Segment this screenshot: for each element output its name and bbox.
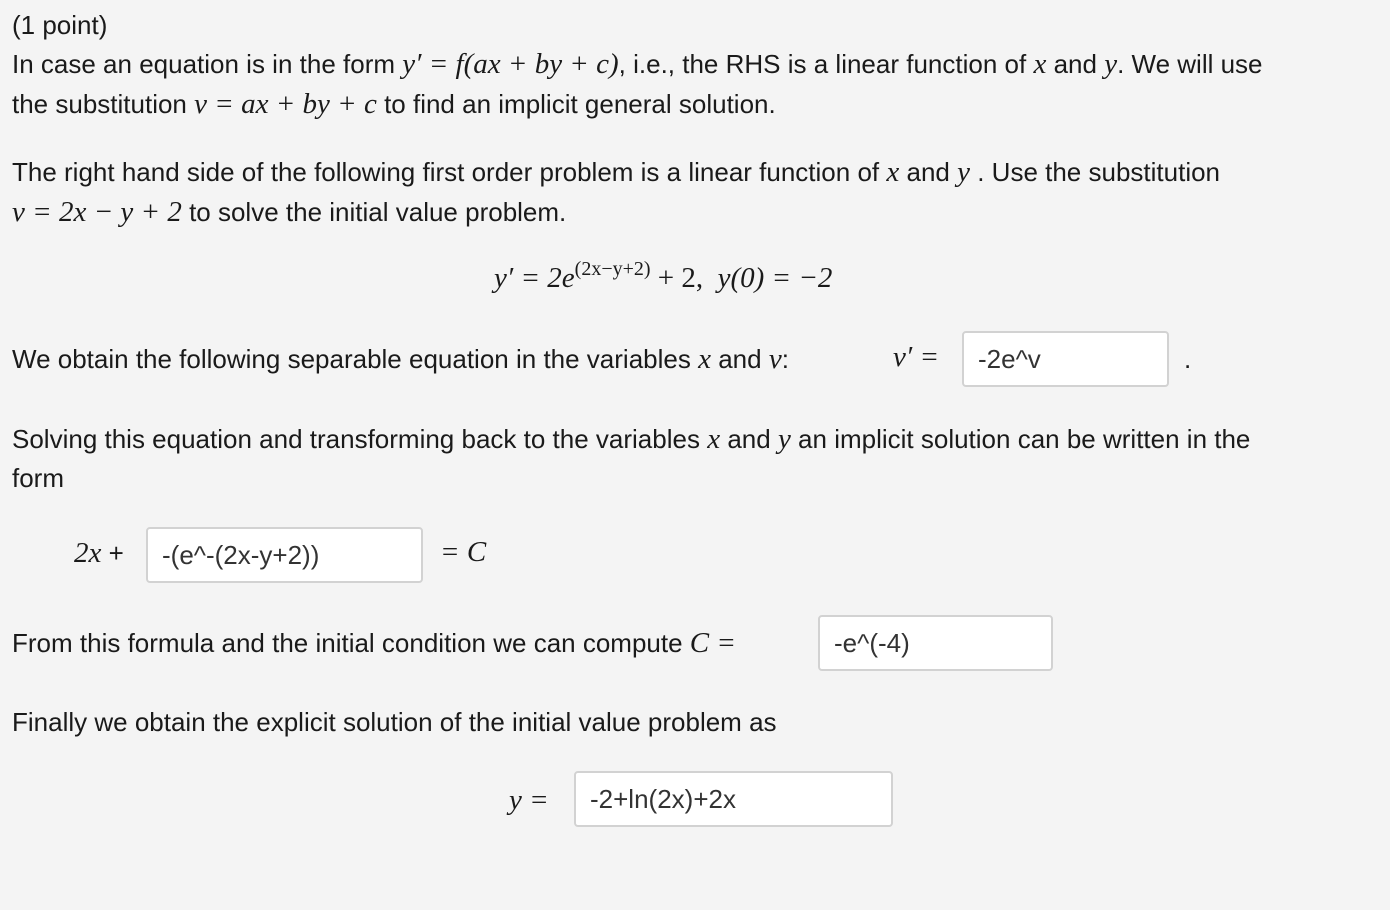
task-text-1: The right hand side of the following first order problem is a linear function of <box>12 157 880 187</box>
separable-period: . <box>1184 344 1192 374</box>
implicit-var-x: x <box>707 423 721 455</box>
explicit-line: Finally we obtain the explicit solution of the initial value problem as <box>12 707 777 737</box>
constant-text: From this formula and the initial condition we can compute <box>12 628 683 658</box>
separable-lhs: v′ = <box>893 341 940 373</box>
separable-text: We obtain the following separable equation in the variables <box>12 344 691 374</box>
explicit-answer-input[interactable]: -2+ln(2x)+2x <box>574 771 893 827</box>
implicit-equals-c: = C <box>440 536 487 568</box>
intro-substitution: v = ax + by + c <box>194 88 377 120</box>
ivp-initial-condition: y(0) = −2 <box>717 262 833 294</box>
implicit-text-2: an implicit solution can be written in the <box>798 424 1251 454</box>
implicit-line-1 <box>12 425 1250 454</box>
separable-and: and <box>718 344 762 374</box>
intro-line-1 <box>12 50 1263 79</box>
implicit-prefix-math: 2x <box>74 537 102 569</box>
separable-var-x: x <box>698 343 711 375</box>
implicit-plus: + <box>108 538 124 568</box>
intro-var-x: x <box>1033 48 1047 80</box>
intro-and: and <box>1053 49 1097 79</box>
explicit-lhs: y = <box>509 784 549 816</box>
separable-var-v: v <box>768 343 782 375</box>
ivp-equation <box>494 258 833 294</box>
implicit-and: and <box>727 424 771 454</box>
task-text-2: . Use the substitution <box>977 157 1221 187</box>
intro-var-y: y <box>1104 48 1118 80</box>
separable-line <box>12 345 789 374</box>
intro-line-2 <box>12 90 776 119</box>
intro-text-5: to find an implicit general solution. <box>384 89 776 119</box>
task-var-x: x <box>886 156 900 188</box>
constant-c-label: C = <box>689 627 736 659</box>
intro-equation-form: y′ = f(ax + by + c) <box>402 48 619 80</box>
task-line-2 <box>12 198 566 227</box>
constant-answer-input[interactable]: -e^(-4) <box>818 615 1053 671</box>
implicit-line-2: form <box>12 463 64 493</box>
intro-text-3: . We will use <box>1117 49 1263 79</box>
points-label: (1 point) <box>12 10 108 40</box>
intro-text-1: In case an equation is in the form <box>12 49 396 79</box>
task-var-y: y <box>957 156 970 188</box>
ivp-exponent: (2x−y+2) <box>574 258 651 280</box>
intro-text-2: , i.e., the RHS is a linear function of <box>618 49 1027 79</box>
implicit-var-y: y <box>777 423 791 455</box>
separable-colon: : <box>781 344 789 374</box>
ivp-rhs: + 2, <box>657 262 704 294</box>
implicit-answer-input[interactable]: -(e^-(2x-y+2)) <box>146 527 423 583</box>
ivp-lhs: y′ = 2e <box>494 262 575 294</box>
task-and: and <box>906 157 950 187</box>
task-line-1 <box>12 158 1220 187</box>
intro-text-4: the substitution <box>12 89 187 119</box>
task-text-3: to solve the initial value problem. <box>189 197 567 227</box>
implicit-prefix <box>74 539 124 568</box>
task-substitution: v = 2x − y + 2 <box>12 196 182 228</box>
implicit-text-1: Solving this equation and transforming back to the variables <box>12 424 700 454</box>
constant-line <box>12 629 736 658</box>
separable-answer-input[interactable]: -2e^v <box>962 331 1169 387</box>
